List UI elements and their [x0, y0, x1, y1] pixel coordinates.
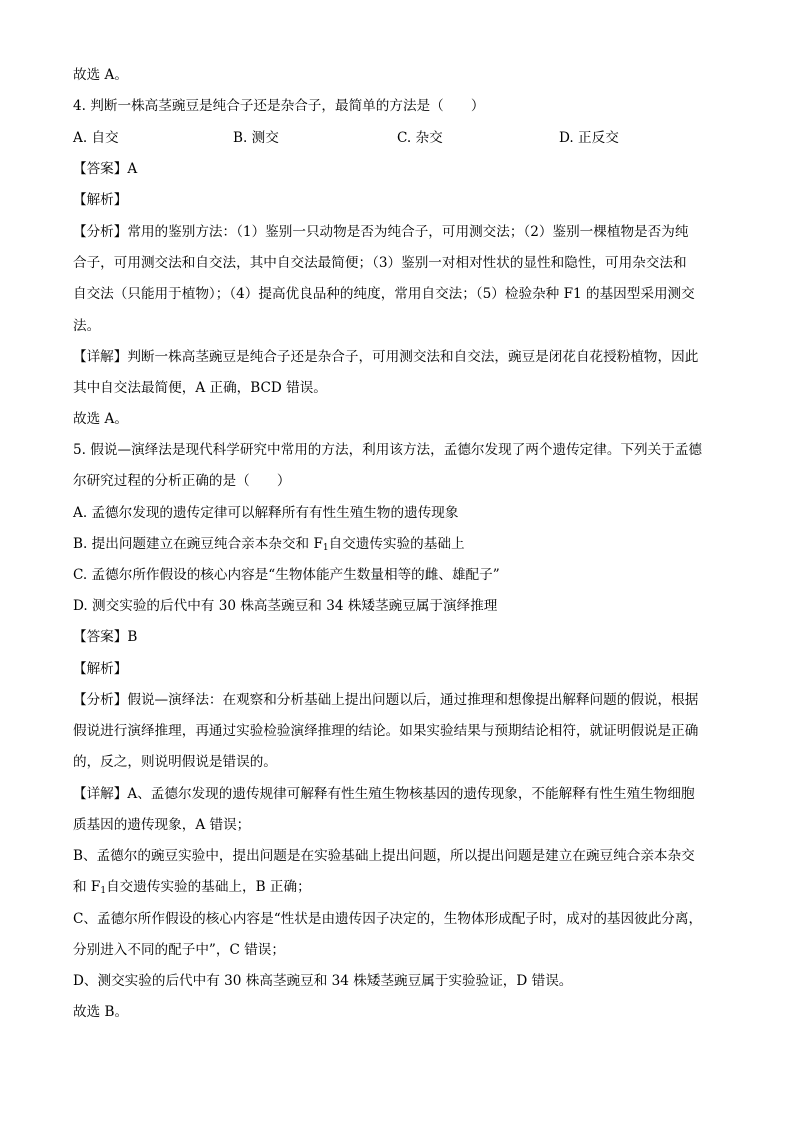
q4-analysis-line-4: 法。	[73, 318, 101, 334]
q5-option-c: C. 孟德尔所作假设的核心内容是“生物体能产生数量相等的雌、雄配子”	[73, 567, 500, 583]
q5-analysis-line-1: 【分析】假说—演绎法：在观察和分析基础上提出问题以后，通过推理和想像提出解释问题的假说，根据	[73, 692, 699, 708]
question-5-stem-line-1: 5. 假说—演绎法是现代科学研究中常用的方法，利用该方法，孟德尔发现了两个遗传定律。下列关于孟德	[73, 442, 703, 458]
q5-detail-line-4-post: 自交遗传实验的基础上，B 正确；	[106, 879, 311, 895]
q4-option-c: C. 杂交	[397, 130, 443, 146]
q5-detail-line-2: 质基因的遗传现象，A 错误；	[73, 817, 251, 833]
q5-option-b	[73, 535, 465, 553]
q5-detail-line-5: C、孟德尔所作假设的核心内容是“性状是由遗传因子决定的，生物体形成配子时，成对的基因彼此分离，	[73, 911, 703, 927]
q5-answer: 【答案】B	[73, 629, 138, 645]
question-4-stem: 4. 判断一株高茎豌豆是纯合子还是杂合子，最简单的方法是（ ）	[73, 98, 485, 114]
q5-option-a: A. 孟德尔发现的遗传定律可以解释所有有性生殖生物的遗传现象	[73, 505, 459, 521]
q5-detail-line-3: B、孟德尔的豌豆实验中，提出问题是在实验基础上提出问题，所以提出问题是建立在豌豆纯合亲本杂交	[73, 848, 695, 864]
q4-answer: 【答案】A	[73, 161, 138, 177]
q4-option-b: B. 测交	[233, 130, 279, 146]
q5-detail-line-4-subscript: 1	[100, 886, 107, 896]
question-5-stem-line-2: 尔研究过程的分析正确的是（ ）	[73, 473, 291, 489]
answer-conclusion-q3: 故选 A。	[73, 67, 128, 83]
q5-option-b-pre: B. 提出问题建立在豌豆纯合亲本杂交和 F	[73, 536, 323, 552]
q4-analysis-line-2: 合子，可用测交法和自交法，其中自交法最简便；（3）鉴别一对相对性状的显性和隐性，可用杂交法和	[73, 255, 687, 271]
q4-explanation-heading: 【解析】	[73, 192, 128, 208]
q5-analysis-line-3: 的，反之，则说明假说是错误的。	[73, 754, 277, 770]
q4-detail-line-1: 【详解】判断一株高茎豌豆是纯合子还是杂合子，可用测交法和自交法，豌豆是闭花自花授粉植物，因此	[73, 349, 699, 365]
q5-option-b-subscript: 1	[322, 543, 329, 553]
q5-option-b-post: 自交遗传实验的基础上	[328, 536, 465, 552]
q5-detail-line-7: D、测交实验的后代中有 30 株高茎豌豆和 34 株矮茎豌豆属于实验验证，D 错误。	[73, 973, 573, 989]
q5-detail-line-6: 分别进入不同的配子中”，C 错误；	[73, 942, 285, 958]
q4-analysis-line-3: 自交法（只能用于植物）；（4）提高优良品种的纯度，常用自交法；（5）检验杂种 F1 的基因型采用测交	[73, 286, 695, 302]
q4-analysis-line-1: 【分析】常用的鉴别方法：（1）鉴别一只动物是否为纯合子，可用测交法；（2）鉴别一棵植物是否为纯	[73, 224, 689, 240]
q4-conclusion: 故选 A。	[73, 411, 128, 427]
q5-explanation-heading: 【解析】	[73, 661, 128, 677]
q5-detail-line-4-pre: 和 F	[73, 879, 101, 895]
q4-option-a: A. 自交	[73, 130, 119, 146]
q5-detail-line-4	[73, 878, 311, 896]
q5-analysis-line-2: 假说进行演绎推理，再通过实验检验演绎推理的结论。如果实验结果与预期结论相符，就证明假说是正确	[73, 723, 699, 739]
q5-conclusion: 故选 B。	[73, 1004, 129, 1020]
q5-detail-line-1: 【详解】A、孟德尔发现的遗传规律可解释有性生殖生物核基因的遗传现象，不能解释有性生殖生物细胞	[73, 786, 695, 802]
q4-option-d: D. 正反交	[559, 130, 619, 146]
q4-detail-line-2: 其中自交法最简便，A 正确，BCD 错误。	[73, 380, 327, 396]
q5-option-d: D. 测交实验的后代中有 30 株高茎豌豆和 34 株矮茎豌豆属于演绎推理	[73, 598, 498, 614]
